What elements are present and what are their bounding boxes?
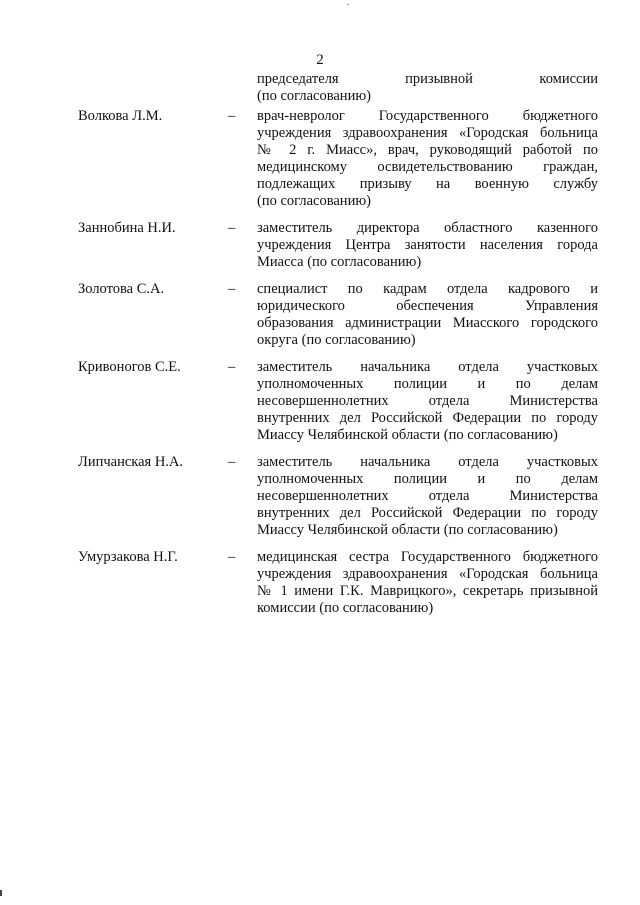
member-dash: – bbox=[228, 454, 236, 470]
member-description bbox=[257, 549, 598, 617]
description-line: специалист по кадрам отдела кадрового и bbox=[257, 281, 598, 297]
member-row bbox=[78, 454, 598, 539]
member-dash: – bbox=[228, 549, 236, 565]
member-name: Волкова Л.М. bbox=[78, 108, 163, 124]
description-line: заместитель директора областного казенного bbox=[257, 220, 598, 236]
member-description bbox=[257, 359, 598, 444]
description-line: учреждения Центра занятости населения города bbox=[257, 237, 598, 253]
member-description bbox=[257, 108, 598, 210]
member-row bbox=[78, 220, 598, 271]
description-line: медицинскому освидетельствованию граждан, bbox=[257, 159, 598, 175]
description-line: комиссии (по согласованию) bbox=[257, 600, 434, 616]
member-dash: – bbox=[228, 281, 236, 297]
member-row bbox=[78, 108, 598, 210]
description-line: округа (по согласованию) bbox=[257, 332, 416, 348]
description-line: учреждения здравоохранения «Городская больница bbox=[257, 566, 598, 582]
description-line: уполномоченных полиции и по делам bbox=[257, 376, 598, 392]
description-line: Миассу Челябинской области (по согласованию) bbox=[257, 522, 558, 538]
description-line: № 2 г. Миасс», врач, руководящий работой по bbox=[257, 142, 598, 158]
member-name: Умурзакова Н.Г. bbox=[78, 549, 178, 565]
description-line: внутренних дел Российской Федерации по городу bbox=[257, 505, 598, 521]
description-line: уполномоченных полиции и по делам bbox=[257, 471, 598, 487]
scan-dot bbox=[347, 4, 349, 5]
description-line: несовершеннолетних отдела Министерства bbox=[257, 393, 598, 409]
description-line: внутренних дел Российской Федерации по городу bbox=[257, 410, 598, 426]
member-row bbox=[78, 281, 598, 349]
member-description bbox=[257, 281, 598, 349]
member-name: Золотова С.А. bbox=[78, 281, 165, 297]
description-line: (по согласованию) bbox=[257, 193, 371, 209]
continuation-line: (по согласованию) bbox=[257, 88, 371, 104]
continuation-text bbox=[257, 71, 598, 105]
description-line: образования администрации Миасского городского bbox=[257, 315, 598, 331]
member-name: Липчанская Н.А. bbox=[78, 454, 184, 470]
description-line: учреждения здравоохранения «Городская больница bbox=[257, 125, 598, 141]
scan-mark bbox=[0, 890, 2, 896]
member-row bbox=[78, 549, 598, 617]
description-line: заместитель начальника отдела участковых bbox=[257, 359, 598, 375]
description-line: несовершеннолетних отдела Министерства bbox=[257, 488, 598, 504]
member-dash: – bbox=[228, 220, 236, 236]
member-dash: – bbox=[228, 108, 236, 124]
continuation-line: председателя призывной комиссии bbox=[257, 71, 598, 87]
member-row bbox=[78, 359, 598, 444]
description-line: № 1 имени Г.К. Маврицкого», секретарь призывной bbox=[257, 583, 598, 599]
description-line: медицинская сестра Государственного бюджетного bbox=[257, 549, 598, 565]
description-line: Миасса (по согласованию) bbox=[257, 254, 422, 270]
description-line: подлежащих призыву на военную службу bbox=[257, 176, 598, 192]
description-line: юридического обеспечения Управления bbox=[257, 298, 598, 314]
member-name: Кривоногов С.Е. bbox=[78, 359, 181, 375]
page-number: 2 bbox=[316, 52, 324, 68]
description-line: заместитель начальника отдела участковых bbox=[257, 454, 598, 470]
member-name: Заннобина Н.И. bbox=[78, 220, 176, 236]
member-dash: – bbox=[228, 359, 236, 375]
description-line: врач-невролог Государственного бюджетного bbox=[257, 108, 598, 124]
description-line: Миассу Челябинской области (по согласованию) bbox=[257, 427, 558, 443]
commission-members-list bbox=[78, 108, 598, 627]
member-description bbox=[257, 454, 598, 539]
member-description bbox=[257, 220, 598, 271]
